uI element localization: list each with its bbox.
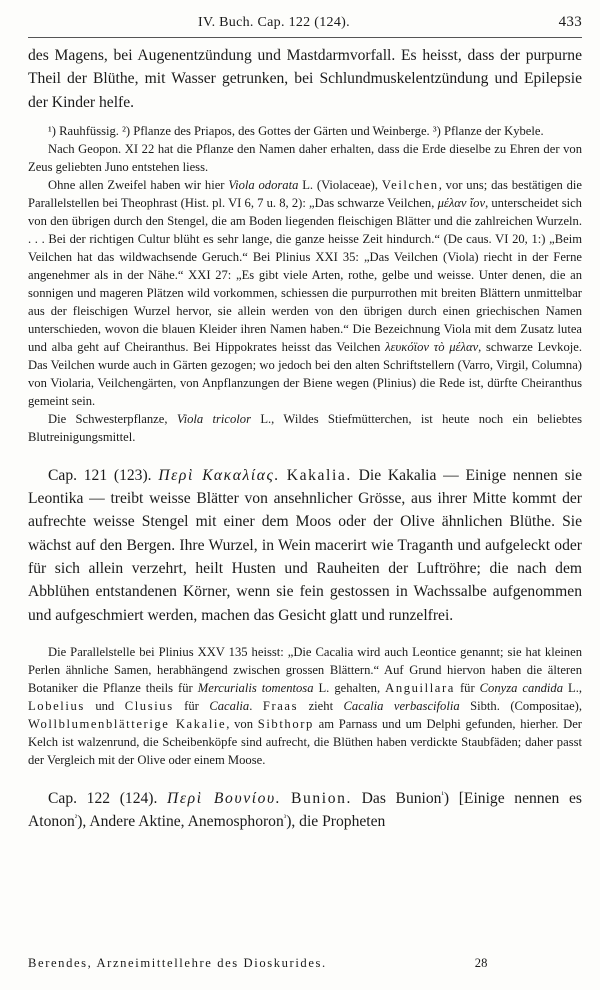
footnote-ref: ²: [74, 813, 78, 823]
greek-term: λευκόϊον τὸ μέλαν: [385, 339, 479, 354]
commentary-120-p2: Ohne allen Zweifel haben wir hier Viola odorata L. (Violaceae), Veilchen, vor uns; das bestätigen die Parallelstellen bei Theophrast (Hist. pl. VI 6, 7 u. 8, 2): „Das schwarze Veilchen, μέλαν ἴον, unterscheidet sich von den übrigen durch den Stengel, die am Boden liegenden fleischigen Blätter und die zahlreichen Wurzeln. . . . Bei der richtigen Cultur blüht es sehr lange, die ganze heisse Zeit hindurch.“ (De caus. VI 20, 1:) „Beim Veilchen hat das wildwachsende Geruch.“ Bei Plinius XXI 35: „Das Veilchen (Viola) riecht in der Ferne angenehmer als in der Nähe.“ XXI 27: „Es gibt viele Arten, rothe, gelbe und weisse. Unter denen, die an sonnigen und mageren Plätzen wild vorkommen, schiessen die purpurrothen mit breiten Blättern unmittelbar aus der fleischigen Wurzel hervor, sie allein werden von den übrigen durch einen griechischen Namen unterschieden, wovon die blauen Kleider ihren Namen haben.“ Die Bezeichnung Viola mit dem Zusatz lutea und alba geht auf Cheiranthus. Bei Hippokrates heisst das Veilchen λευκόϊον τὸ μέλαν, schwarze Levkoje. Das Veilchen wurde auch in Gärten gezogen; wo jedoch bei den alten Schriftstellern (Varro, Virgil, Columna) von Violaria, Veilchengärten, von Anpflanzungen der Biene wegen (Plinius) die Rede ist, dürfte Cheiranthus gemeint sein.: [28, 177, 583, 408]
chapter-121: [28, 464, 582, 627]
running-title: IV. Buch. Cap. 122 (124).: [198, 15, 350, 30]
taxon-viola-odorata: Viola odorata: [228, 177, 299, 192]
footer: [28, 956, 582, 971]
chapter-greek-title: Περὶ Βουνίου.: [167, 789, 282, 807]
lead-paragraph: des Magens, bei Augenentzündung und Mastdarmvorfall. Es heisst, dass der purpurne Theil der Blüthe, mit Wasser getrunken, bei Schlundmuskelentzündung und Epilepsie der Kinder helfe.: [28, 47, 582, 111]
running-head: [28, 14, 582, 38]
term-veilchen: Veilchen: [381, 177, 439, 192]
footer-book-title: Berendes, Arzneimittellehre des Dioskurides.: [28, 956, 327, 970]
greek-term: μέλαν ἴον: [437, 195, 486, 210]
chapter-text: Die Kakalia — Einige nennen sie Leontika — treibt weisse Blätter von ansehnlicher Grösse, aus ihrer Mitte kommt der aufrechte weisse Stengel mit einer dem Moos oder der Olive ähnlichen Blüthe. Sie wächst auf den Bergen. Ihre Wurzel, in Wein macerirt wie Traganth und aufgeleckt oder für sich allein verzehrt, heilt Husten und Rauheiten der Luftröhre; die nach dem Abblühen entstandenen Körner, wenn sie fein gestossen in Wachssalbe aufgenommen und aufgeschmiert werden, machen das Gesicht glatt und runzelfrei.: [28, 466, 583, 624]
chapter-heading: Cap. 121 (123).: [48, 466, 152, 484]
taxon-viola-tricolor: Viola tricolor: [176, 411, 251, 426]
footnote-ref: ¹: [441, 789, 444, 799]
chapter-heading: Cap. 122 (124).: [48, 789, 158, 807]
commentary-120-p1: Nach Geopon. XI 22 hat die Pflanze den Namen daher erhalten, dass die Erde dieselbe zu Ehren der von Zeus geliebten Juno entstehen liess.: [28, 141, 582, 174]
signature-mark: 28: [474, 956, 488, 970]
page-number: 433: [558, 14, 582, 30]
chapter-plant-name: Bunion.: [290, 789, 352, 807]
commentary-120-p3: Die Schwesterpflanze, Viola tricolor L., Wildes Stiefmütterchen, ist heute noch ein beliebtes Blutreinigungsmittel.: [28, 411, 582, 444]
footnote-ref: ³: [283, 813, 287, 823]
chapter-122: Cap. 122 (124). Περὶ Βουνίου. Bunion. Das Bunion$^{^1}$) [Einige nennen es Atonon$^{^2}$), Andere Aktine, Anemosphoron$^{^3}$), die Propheten: [28, 789, 582, 831]
footnotes: ¹) Rauhfüssig. ²) Pflanze des Priapos, des Gottes der Gärten und Weinberge. ³) Pflanze der Kybele.: [48, 123, 544, 138]
commentary-121: Die Parallelstelle bei Plinius XXV 135 heisst: „Die Cacalia wird auch Leontice genannt; sie hat kleinen Perlen ähnliche Samen, herabhängend zwischen grossen Blättern.“ Auf Grund hiervon haben die älteren Botaniker die Pflanze theils für Mercurialis tomentosa L. gehalten, Anguillara für Conyza candida L., Lobelius und Clusius für Cacalia. Fraas zieht Cacalia verbascifolia Sibth. (Compositae), Wollblumenblätterige Kakalie, von Sibthorp am Parnass und um Delphi gefunden, hierher. Der Kelch ist walzenrund, die Scheibenköpfe sind aufrecht, die Blüthen haben verdickte Staubfäden; daher passt der Vergleich mit der Olive oder einem Moose.: [28, 644, 583, 767]
chapter-greek-title: Περὶ Κακαλίας.: [158, 466, 280, 484]
chapter-plant-name: Kakalia.: [286, 466, 352, 484]
